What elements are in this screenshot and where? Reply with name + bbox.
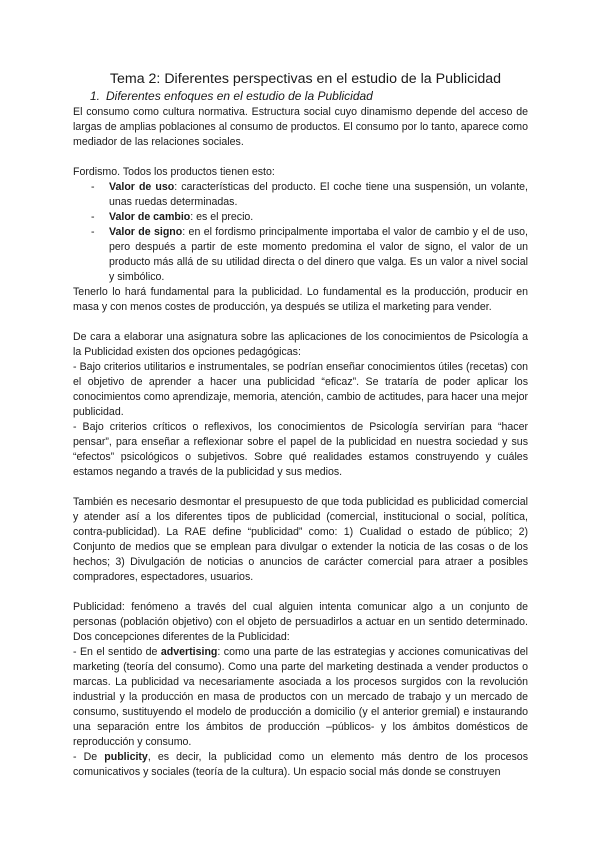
publicity-pre: - De — [73, 751, 105, 763]
presupuesto-paragraph: También es necesario desmontar el presupuesto de que toda publicidad es publicidad comercial y atender así a los diferentes tipos de publicidad (comercial, institucional o social, política, contra-publicidad). La RAE define “publicidad” como: 1) Cualidad o estado de público; 2) Conjunto de medios que se emplean para divulgar o extender la noticia de las cosas o de los hechos; 3) Divulgación de noticias o anuncios de carácter comercial para atraer a posibles compradores, espectadores, usuarios. — [73, 496, 528, 583]
page-title: Tema 2: Diferentes perspectivas en el estudio de la Publicidad — [109, 71, 502, 87]
fordismo-after: Tenerlo lo hará fundamental para la publicidad. Lo fundamental es la producción, producir en masa y con menos costes de producción, ya después se utiliza el marketing para vender. — [73, 286, 528, 313]
intro-paragraph: El consumo como cultura normativa. Estructura social cuyo dinamismo depende del acceso de largas de amplias poblaciones al consumo de productos. El consumo por lo tanto, aparece como mediador de las relaciones sociales. — [73, 106, 528, 148]
fordismo-lead: Fordismo. Todos los productos tienen esto: — [73, 166, 275, 178]
list-item — [109, 210, 528, 225]
publicity-paragraph — [73, 750, 528, 780]
publicity-term: publicity — [104, 751, 148, 763]
value-list — [73, 180, 528, 285]
list-item-text: : es el precio. — [190, 211, 254, 223]
publicity-post: , es decir, la publicidad como un elemento más dentro de los procesos comunicativos y sociales (teoría de la cultura). Un espacio social más donde se construyen — [73, 751, 528, 778]
pedagogy-option-2: - Bajo criterios críticos o reflexivos, los conocimientos de Psicología servirían para “hacer pensar”, para enseñar a reflexionar sobre el papel de la publicidad en nuestra sociedad y sus “efectos” psicológicos o subjetivos. Sobre qué realidades estamos construyendo y cuáles estamos negando a través de la publicidad y sus medios. — [73, 421, 528, 478]
definition-lead: Publicidad: fenómeno a través del cual alguien intenta comunicar algo a un conjunto de personas (población objetivo) con el objeto de persuadirlos a actuar en un sentido determinado. Dos concepciones diferentes de la Publicidad: — [73, 601, 528, 643]
advertising-term: advertising — [160, 646, 218, 658]
list-item-text: : en el fordismo principalmente importaba el valor de cambio y el de uso, pero después a partir de este momento predomina el valor de signo, el valor de un producto más allá de su utilidad directa o del dinero que valga. Es un valor a nivel social y simbólico. — [109, 226, 528, 283]
list-item — [109, 180, 528, 210]
advertising-paragraph — [73, 645, 528, 750]
advertising-post: : como una parte de las estrategias y acciones comunicativas del marketing (teoría del consumo). Como una parte del marketing destinada a vender productos o marcas. La publicidad va necesariamente asociada a los procesos surgidos con la revolución industrial y la producción en masa de productos con un mercado de trabajo y un mercado de consumo, sustituyendo el modelo de producción a domicilio (y el anterior gremial) e instaurando una separación entre los ámbitos de producción –públicos- y los ámbitos domésticos de reproducción y consumo. — [73, 646, 528, 748]
list-item-term: Valor de cambio — [109, 211, 191, 223]
list-item-term: Valor de uso — [109, 181, 175, 193]
pedagogy-option-1: - Bajo criterios utilitarios e instrumentales, se podrían enseñar conocimientos útiles (recetas) con el objetivo de aprender a hacer una publicidad “eficaz”. Se trataría de poder aplicar los conocimientos como aprendizaje, memoria, atención, cambio de actitudes, para hacer una mejor publicidad. — [73, 361, 528, 418]
document-body — [73, 70, 528, 780]
list-item — [109, 225, 528, 285]
section-heading-text: Diferentes enfoques en el estudio de la Publicidad — [106, 89, 373, 103]
list-item-term: Valor de signo — [109, 226, 183, 238]
list-item-text: : características del producto. El coche tiene una suspensión, un volante, unas ruedas determinadas. — [109, 181, 528, 208]
pedagogy-lead: De cara a elaborar una asignatura sobre las aplicaciones de los conocimientos de Psicología a la Publicidad existen dos opciones pedagógicas: — [73, 331, 528, 358]
advertising-pre: - En el sentido de — [73, 646, 161, 658]
section-number: 1. — [90, 89, 101, 103]
section-heading — [90, 89, 528, 103]
